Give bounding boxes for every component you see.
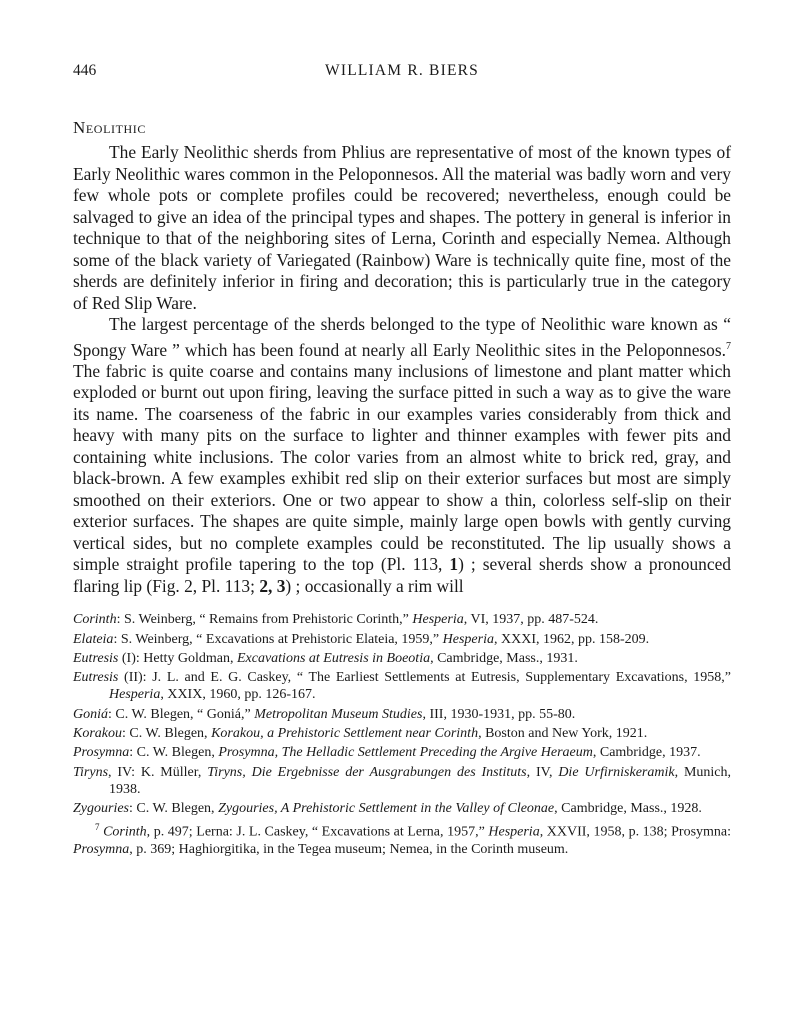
fn7-part: , p. 497; Lerna: J. L. Caskey, “ Excavations at Lerna, 1957,” <box>146 825 489 841</box>
bib-text: : S. Weinberg, “ Excavations at Prehistoric Elateia, 1959,” <box>113 631 443 647</box>
bib-title: Korakou, a Prehistoric Settlement near Corinth <box>211 725 479 741</box>
bib-entry <box>73 669 731 703</box>
bib-abbr: Goniá <box>73 706 108 722</box>
bib-abbr: Elateia <box>73 631 114 647</box>
paragraph-2-text-d: ) ; occasionally a rim will <box>285 575 464 596</box>
bib-abbr: Prosymna <box>73 745 130 761</box>
bib-rest: , Cambridge, 1937. <box>592 745 701 761</box>
page-number: 446 <box>73 62 97 79</box>
bib-text: (II): J. L. and E. G. Caskey, “ The Earliest Settlements at Eutresis, Supplementary Excavations, 1958,” <box>118 670 731 686</box>
plate-ref-1: 1 <box>449 554 459 575</box>
bib-abbr: Corinth <box>73 612 117 628</box>
bib-title: Zygouries, A Prehistoric Settlement in the Valley of Cleonae <box>218 801 555 817</box>
bib-entry <box>73 611 731 628</box>
fn7-part: Hesperia <box>488 825 540 841</box>
bib-title: Hesperia <box>109 687 161 703</box>
bib-text: : C. W. Blegen, <box>129 801 219 817</box>
footnotes <box>73 611 731 858</box>
bib-entry <box>73 650 731 667</box>
bib-abbr: Tiryns <box>73 764 109 780</box>
fn7-part: Prosymna <box>73 842 130 858</box>
paragraph-1-text: The Early Neolithic sherds from Phlius are representative of most of the known types of Early Neolithic wares common in the Peloponnesos. All the material was badly worn and very few whole pots or complete profiles could be recovered; nevertheless, enough could be salvaged to give an idea of the principal types and shapes. The pottery in general is inferior in technique to that of the neighboring sites of Lerna, Corinth and especially Nemea. Although some of the black variety of Variegated (Rainbow) Ware is technically quite fine, most of the sherds are definitely inferior in firing and decoration; this is particularly true in the category of Red Slip Ware. <box>73 142 731 313</box>
running-header <box>73 62 731 88</box>
bib-abbr: Eutresis <box>73 650 119 666</box>
bib-rest: , Cambridge, Mass., 1931. <box>430 650 578 666</box>
bib-rest: , III, 1930-1931, pp. 55-80. <box>422 706 576 722</box>
bib-entry <box>73 764 731 798</box>
bib-text: (I): Hetty Goldman, <box>118 650 237 666</box>
section-title: Neolithic <box>73 118 146 137</box>
bib-title: Metropolitan Museum Studies <box>254 706 423 722</box>
bib-rest: , Cambridge, Mass., 1928. <box>554 801 702 817</box>
fn7-part: , XXVII, 1958, p. 138; Prosymna: <box>539 825 732 841</box>
bib-entry <box>73 744 731 761</box>
bib-title: Hesperia <box>442 631 494 647</box>
bib-text: : C. W. Blegen, <box>129 745 219 761</box>
bib-rest: , IV, <box>526 764 559 780</box>
footnote-7 <box>73 819 731 858</box>
paragraph-2-text-a: The largest percentage of the sherds belonged to the type of Neolithic ware known as “ Spongy Ware ” which has been found at nearly all Early Neolithic sites in the Peloponnesos. <box>73 314 731 360</box>
bib-text: : C. W. Blegen, <box>122 725 212 741</box>
bib-title: Excavations at Eutresis in Boeotia <box>236 650 431 666</box>
fn7-part: , p. 369; Haghiorgitika, in the Tegea museum; Nemea, in the Corinth museum. <box>129 842 569 858</box>
running-head-author: WILLIAM R. BIERS <box>325 62 479 79</box>
bib-title-2: Die Urfirniskeramik <box>558 764 675 780</box>
bib-abbr: Eutresis <box>73 670 119 686</box>
bib-entry <box>73 706 731 723</box>
bib-entry <box>73 800 731 817</box>
bib-entry <box>73 725 731 742</box>
bib-abbr: Zygouries <box>73 801 129 817</box>
footnote-marker: 7 <box>726 340 731 352</box>
bib-text: : C. W. Blegen, “ Goniá,” <box>108 706 255 722</box>
bib-rest: , Boston and New York, 1921. <box>478 725 648 741</box>
bib-abbr: Korakou <box>73 725 122 741</box>
bib-entry <box>73 631 731 648</box>
body-text <box>73 142 731 597</box>
bib-title: Tiryns, Die Ergebnisse der Ausgrabungen des Instituts <box>207 764 527 780</box>
bib-text: , IV: K. Müller, <box>108 764 208 780</box>
page <box>73 62 731 861</box>
bib-title: Hesperia <box>412 612 464 628</box>
fn7-part: Corinth <box>103 825 147 841</box>
paragraph-2-text-c: ) ; several sherds show a pronounced flaring lip (Fig. 2, Pl. 113; <box>73 554 731 596</box>
bib-title: Prosymna, The Helladic Settlement Preceding the Argive Heraeum <box>218 745 593 761</box>
bib-rest-2: , Munich, 1938. <box>109 764 732 797</box>
bib-rest: , XXIX, 1960, pp. 126-167. <box>160 687 316 703</box>
bib-rest: , VI, 1937, pp. 487-524. <box>463 612 599 628</box>
footnote-7-marker: 7 <box>95 822 100 833</box>
paragraph-1 <box>73 142 731 314</box>
bib-rest: , XXXI, 1962, pp. 158-209. <box>493 631 650 647</box>
bib-text: : S. Weinberg, “ Remains from Prehistoric Corinth,” <box>116 612 413 628</box>
paragraph-2 <box>73 314 731 597</box>
paragraph-2-text-b: The fabric is quite coarse and contains many inclusions of limestone and plant matter which exploded or burnt out upon firing, leaving the surface pitted in such a way as to give the ware its name. The coarseness of the fabric in our examples varies considerably from thick and heavy with many pits on the surface to lighter and thinner examples with fewer pits and containing white inclusions. The color varies from an almost white to brick red, gray, and black-brown. A few examples exhibit red slip on their exterior surfaces but most are simply smoothed on their exteriors. One or two appear to show a thin, colorless self-slip on their exterior surfaces. The shapes are quite simple, mainly large open bowls with gently curving vertical sides, but no complete examples could be reconstituted. The lip usually shows a simple straight profile tapering to the top (Pl. 113, <box>73 360 731 575</box>
plate-ref-2-3: 2, 3 <box>259 575 286 596</box>
